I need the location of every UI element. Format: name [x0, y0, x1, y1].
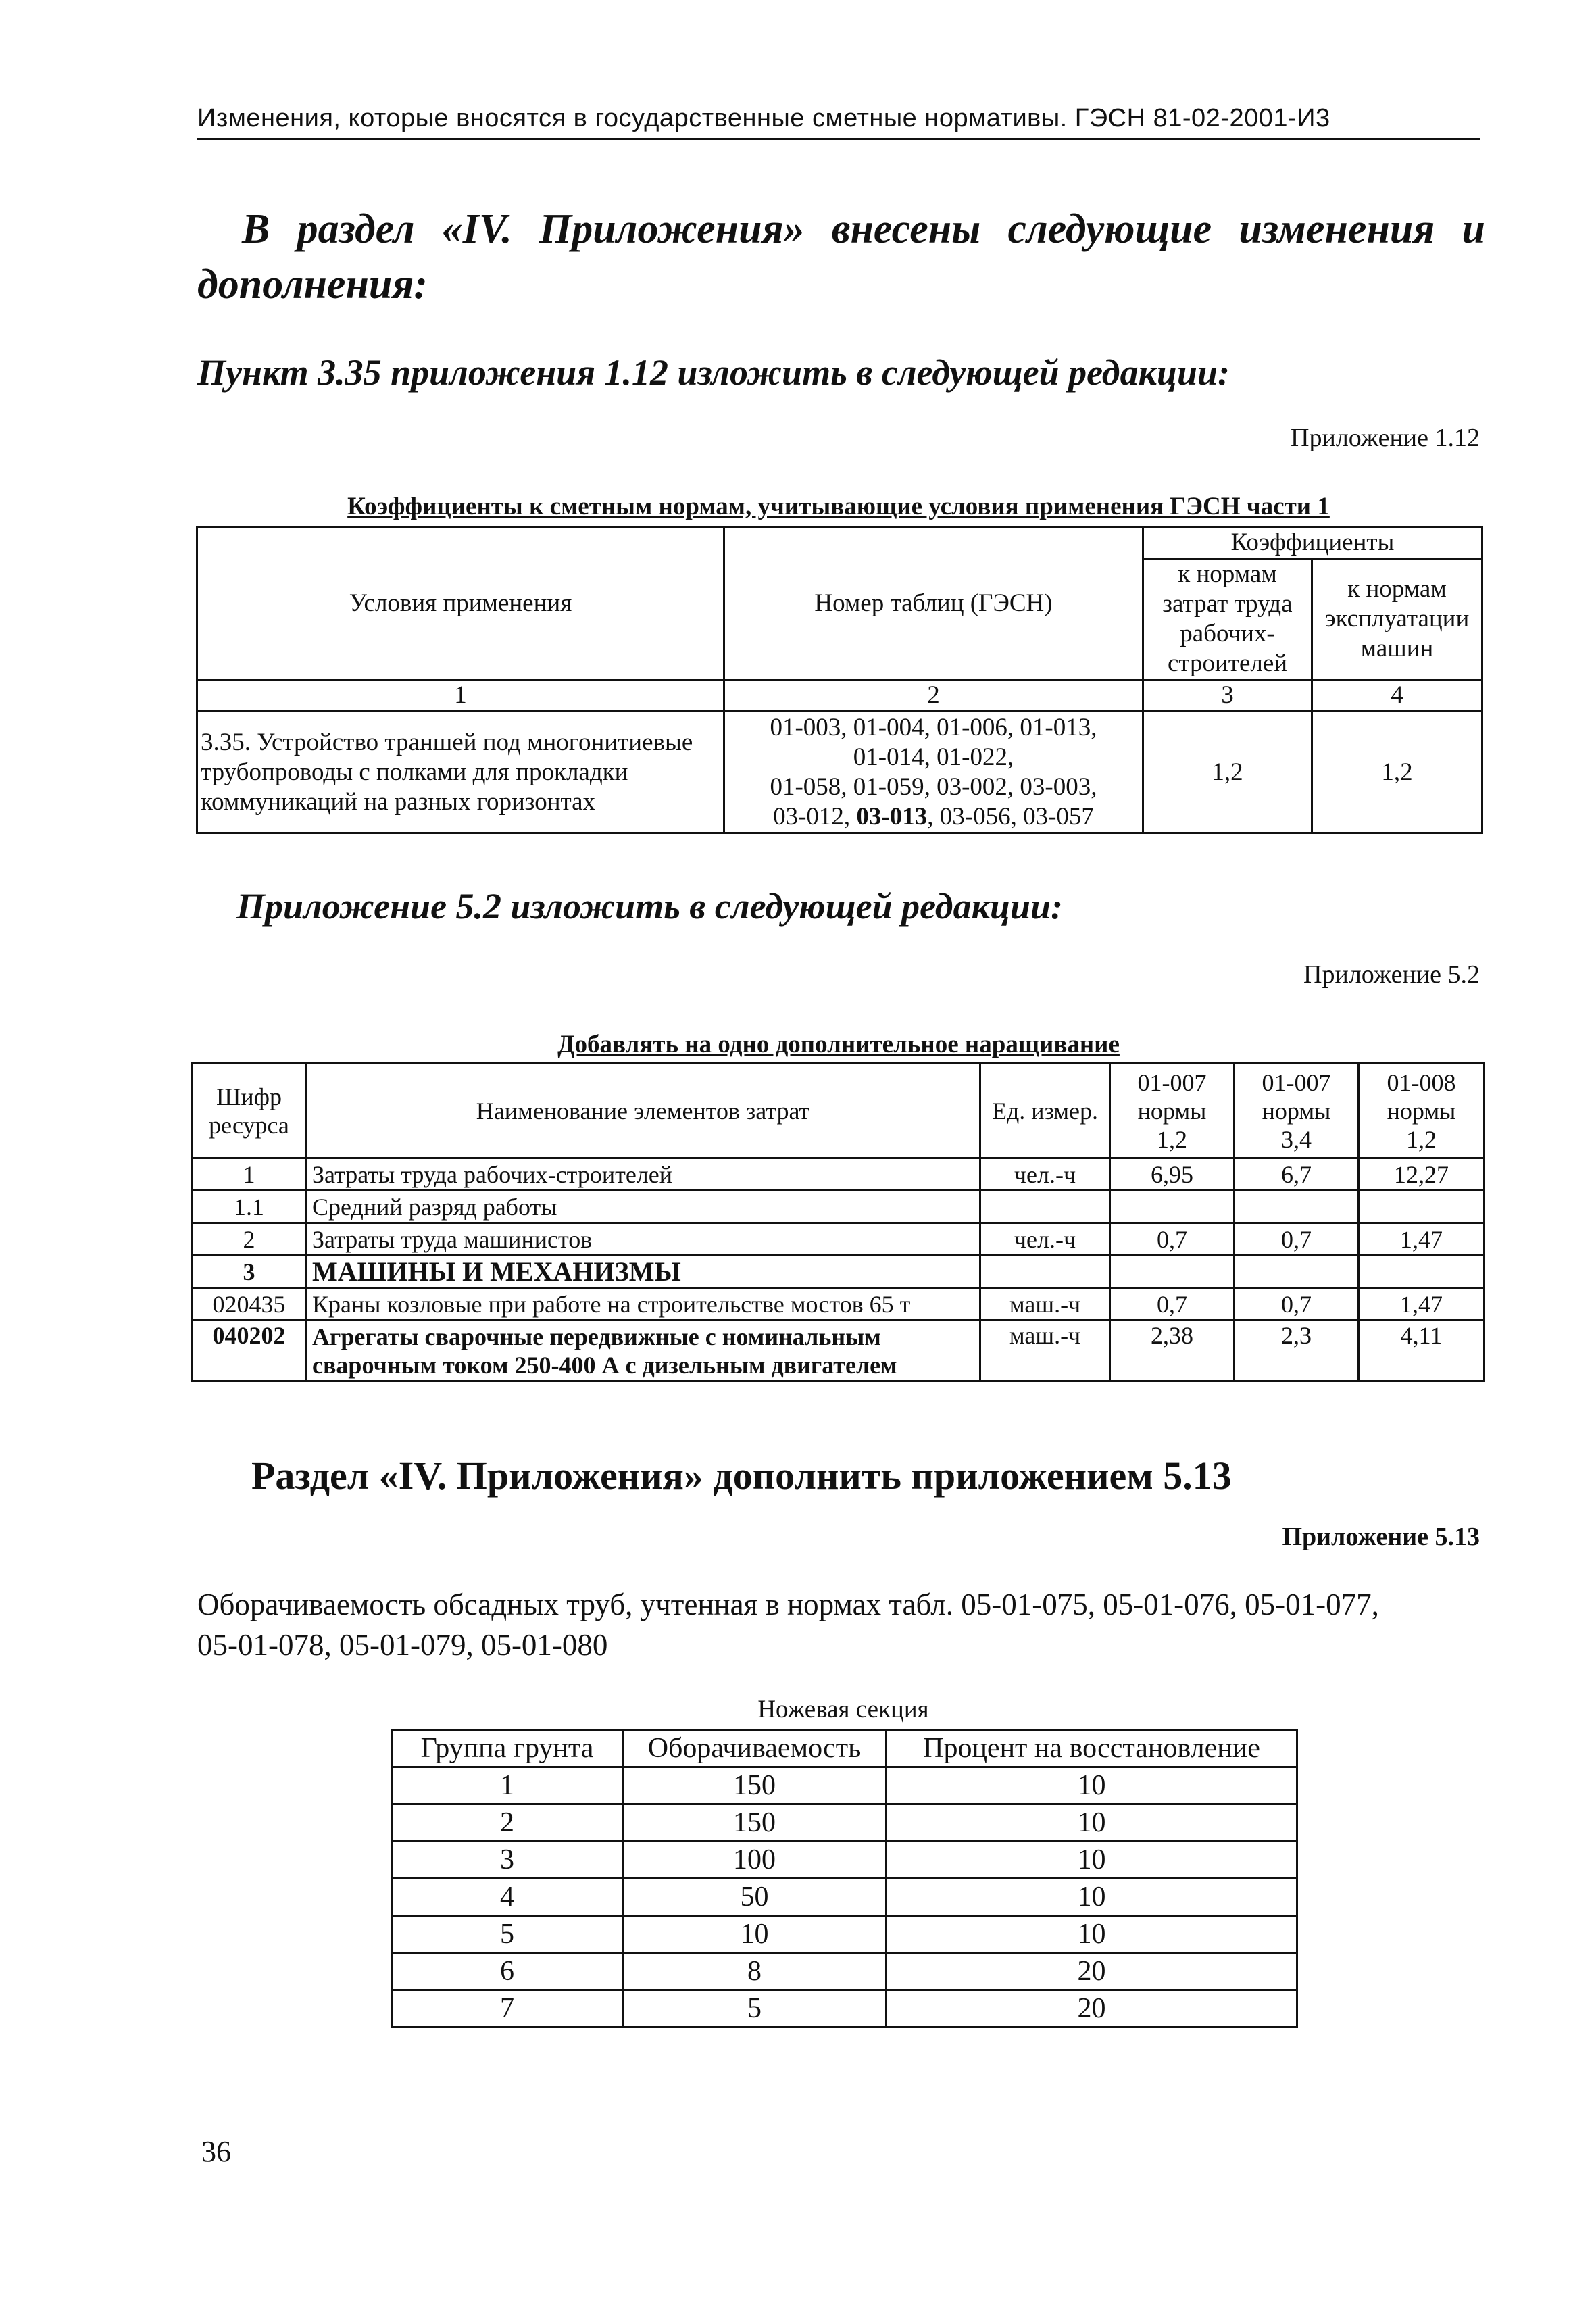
turnover: 8 [623, 1953, 887, 1990]
tables-line-2: 01-014, 01-022, [853, 743, 1014, 771]
header-soil-group: Группа грунта [392, 1730, 623, 1767]
norm-col-3-code: 01-008 [1387, 1068, 1456, 1096]
appendix-5-13-text-line2: 05-01-078, 05-01-079, 05-01-080 [197, 1628, 608, 1662]
resource-value-1: 0,7 [1110, 1223, 1235, 1256]
resource-name: МАШИНЫ И МЕХАНИЗМЫ [306, 1256, 980, 1288]
table-row [193, 1223, 1485, 1256]
table-row [193, 1321, 1485, 1381]
resource-name: Агрегаты сварочные передвижные с номинальным сварочным током 250-400 А с дизельным двигателем [306, 1321, 980, 1381]
turnover-table [391, 1729, 1298, 2028]
restoration-percent: 20 [887, 1953, 1297, 1990]
row-machine-value: 1,2 [1312, 712, 1482, 833]
coefficients-table [196, 526, 1483, 834]
resource-name: Краны козловые при работе на строительстве мостов 65 т [306, 1288, 980, 1321]
restoration-percent: 10 [887, 1804, 1297, 1842]
running-header: Изменения, которые вносятся в государственные сметные нормативы. ГЭСН 81-02-2001-И3 [197, 101, 1480, 140]
header-norm-col-1 [1110, 1064, 1235, 1158]
norm-col-1-code: 01-007 [1137, 1068, 1207, 1096]
item2-heading: Приложение 5.2 изложить в следующей редакции: [236, 886, 1064, 927]
resource-name: Затраты труда рабочих-строителей [306, 1158, 980, 1191]
resource-table [191, 1062, 1485, 1382]
resource-name: Затраты труда машинистов [306, 1223, 980, 1256]
resource-value-2: 2,3 [1235, 1321, 1359, 1381]
table-row [392, 1990, 1297, 2027]
table-row [193, 1158, 1485, 1191]
table-row [193, 1288, 1485, 1321]
resource-code: 1.1 [193, 1191, 306, 1223]
row-table-numbers [724, 712, 1143, 833]
appendix-1-12-caption: Коэффициенты к сметным нормам, учитывающие условия применения ГЭСН части 1 [347, 493, 1330, 520]
appendix-5-13-label: Приложение 5.13 [1282, 1523, 1480, 1551]
header-table-numbers: Номер таблиц (ГЭСН) [724, 527, 1143, 680]
norm-col-2-code: 01-007 [1262, 1068, 1331, 1096]
norm-col-2-number: 3,4 [1281, 1125, 1312, 1153]
resource-value-1: 2,38 [1110, 1321, 1235, 1381]
soil-group: 4 [392, 1879, 623, 1916]
header-norm-col-3 [1359, 1064, 1485, 1158]
resource-value-2 [1235, 1256, 1359, 1288]
resource-value-3: 1,47 [1359, 1223, 1485, 1256]
resource-unit [980, 1256, 1110, 1288]
resource-value-2: 0,7 [1235, 1223, 1359, 1256]
restoration-percent: 20 [887, 1990, 1297, 2027]
row-condition: 3.35. Устройство траншей под многонитиевые трубопроводы с полками для прокладки коммуникаций на разных горизонтах [197, 712, 724, 833]
col-number-3: 3 [1143, 680, 1312, 712]
norm-col-2-label: нормы [1262, 1097, 1331, 1125]
header-labor-coeff: к нормам затрат труда рабочих-строителей [1143, 559, 1312, 680]
turnover: 150 [623, 1767, 887, 1804]
resource-unit: маш.-ч [980, 1288, 1110, 1321]
page-number: 36 [201, 2135, 231, 2168]
soil-group: 2 [392, 1804, 623, 1842]
resource-code: 020435 [193, 1288, 306, 1321]
norm-col-1-label: нормы [1137, 1097, 1207, 1125]
appendix-5-13-text-line1: Оборачиваемость обсадных труб, учтенная в нормах табл. 05-01-075, 05-01-076, 05-01-077, [197, 1587, 1379, 1621]
resource-value-1: 0,7 [1110, 1288, 1235, 1321]
soil-group: 5 [392, 1916, 623, 1953]
col-number-2: 2 [724, 680, 1143, 712]
norm-col-3-label: нормы [1387, 1097, 1456, 1125]
header-unit: Ед. измер. [980, 1064, 1110, 1158]
resource-value-3 [1359, 1191, 1485, 1223]
resource-unit: чел.-ч [980, 1223, 1110, 1256]
row-labor-value: 1,2 [1143, 712, 1312, 833]
turnover: 150 [623, 1804, 887, 1842]
norm-col-3-number: 1,2 [1406, 1125, 1437, 1153]
intro-heading-line1: В раздел «IV. Приложения» внесены следующие изменения и [242, 206, 1485, 252]
resource-code: 2 [193, 1223, 306, 1256]
resource-unit: чел.-ч [980, 1158, 1110, 1191]
header-conditions: Условия применения [197, 527, 724, 680]
appendix-5-2-label: Приложение 5.2 [1303, 960, 1480, 989]
table-row [392, 1767, 1297, 1804]
header-coefficients: Коэффициенты [1143, 527, 1482, 559]
soil-group: 1 [392, 1767, 623, 1804]
header-norm-col-2 [1235, 1064, 1359, 1158]
col-number-1: 1 [197, 680, 724, 712]
tables-line-1: 01-003, 01-004, 01-006, 01-013, [770, 713, 1097, 741]
tables-line-4-bold: 03-013 [856, 802, 928, 831]
restoration-percent: 10 [887, 1879, 1297, 1916]
tables-line-3: 01-058, 01-059, 03-002, 03-003, [770, 772, 1097, 801]
resource-value-1: 6,95 [1110, 1158, 1235, 1191]
table-row [392, 1916, 1297, 1953]
section3-heading: Раздел «IV. Приложения» дополнить приложением 5.13 [251, 1454, 1232, 1498]
resource-name: Средний разряд работы [306, 1191, 980, 1223]
turnover: 5 [623, 1990, 887, 2027]
appendix-5-13-caption: Ножевая секция [757, 1696, 929, 1723]
table-row [193, 1256, 1485, 1288]
appendix-5-2-caption: Добавлять на одно дополнительное наращивание [557, 1031, 1120, 1058]
resource-value-3: 1,47 [1359, 1288, 1485, 1321]
table-row [392, 1879, 1297, 1916]
resource-value-1 [1110, 1256, 1235, 1288]
resource-code: 040202 [193, 1321, 306, 1381]
header-machine-coeff: к нормам эксплуатации машин [1312, 559, 1482, 680]
resource-value-2 [1235, 1191, 1359, 1223]
resource-value-3: 12,27 [1359, 1158, 1485, 1191]
restoration-percent: 10 [887, 1842, 1297, 1879]
soil-group: 7 [392, 1990, 623, 2027]
restoration-percent: 10 [887, 1767, 1297, 1804]
resource-value-3: 4,11 [1359, 1321, 1485, 1381]
resource-code: 1 [193, 1158, 306, 1191]
resource-value-1 [1110, 1191, 1235, 1223]
resource-unit: маш.-ч [980, 1321, 1110, 1381]
turnover: 50 [623, 1879, 887, 1916]
resource-value-2: 0,7 [1235, 1288, 1359, 1321]
header-cost-elements: Наименование элементов затрат [306, 1064, 980, 1158]
resource-unit [980, 1191, 1110, 1223]
tables-line-4 [730, 802, 1137, 832]
intro-heading-line2: дополнения: [197, 262, 428, 307]
norm-col-1-number: 1,2 [1157, 1125, 1187, 1153]
table-row [392, 1804, 1297, 1842]
resource-value-2: 6,7 [1235, 1158, 1359, 1191]
table-row [392, 1842, 1297, 1879]
table-row [193, 1191, 1485, 1223]
soil-group: 6 [392, 1953, 623, 1990]
resource-code: 3 [193, 1256, 306, 1288]
table-row [392, 1953, 1297, 1990]
header-turnover: Оборачиваемость [623, 1730, 887, 1767]
appendix-1-12-label: Приложение 1.12 [1291, 424, 1480, 452]
col-number-4: 4 [1312, 680, 1482, 712]
header-resource-code: Шифр ресурса [193, 1064, 306, 1158]
restoration-percent: 10 [887, 1916, 1297, 1953]
soil-group: 3 [392, 1842, 623, 1879]
item1-heading: Пункт 3.35 приложения 1.12 изложить в следующей редакции: [197, 352, 1230, 393]
turnover: 10 [623, 1916, 887, 1953]
header-restoration-percent: Процент на восстановление [887, 1730, 1297, 1767]
turnover: 100 [623, 1842, 887, 1879]
resource-value-3 [1359, 1256, 1485, 1288]
tables-line-4-c: , 03-056, 03-057 [927, 802, 1094, 831]
tables-line-4-a: 03-012, [773, 802, 857, 831]
